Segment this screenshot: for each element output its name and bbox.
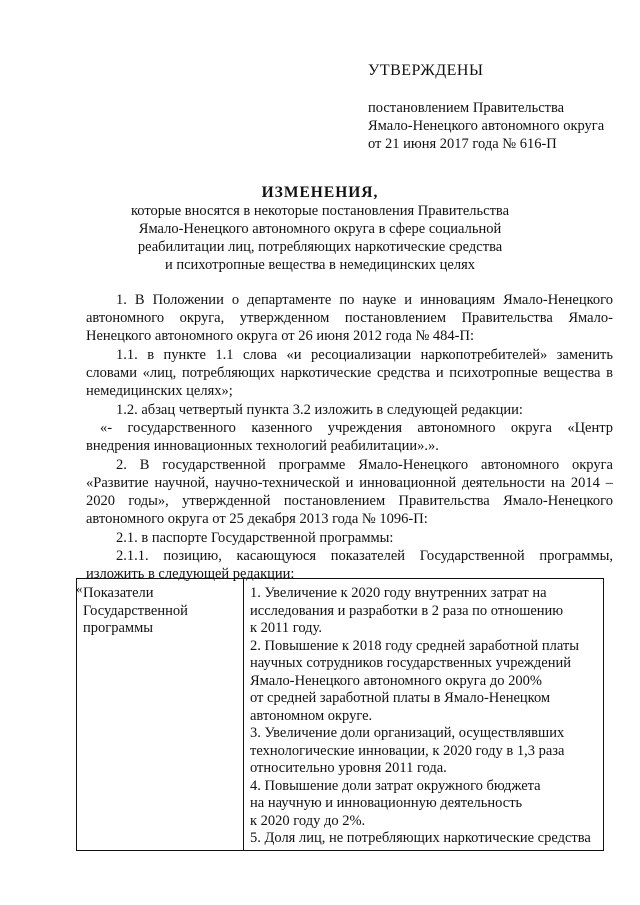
- indicator-line: исследования и разработки в 2 раза по отношению: [250, 602, 564, 619]
- open-quote-mark: «: [76, 581, 83, 596]
- paragraph-2-line-3: 2020 годы», утвержденной постановлением Правительства Ямало-Ненецкого: [86, 493, 613, 509]
- approval-line-3: от 21 июня 2017 года № 616-П: [368, 136, 557, 152]
- indicator-line: автономном округе.: [250, 707, 373, 724]
- table-right-cell: [244, 579, 604, 851]
- indicator-line: 2. Повышение к 2018 году средней заработной платы: [250, 637, 579, 654]
- indicator-line: научных сотрудников государственных учреждений: [250, 655, 571, 671]
- subtitle-line-3: реабилитации лиц, потребляющих наркотические средства: [137, 239, 503, 255]
- paragraph-1-2-quote-line-1: «- государственного казенного учреждения автономного округа «Центр: [100, 420, 613, 436]
- subtitle-line-2: Ямало-Ненецкого автономного округа в сфере социальной: [138, 221, 502, 237]
- indicator-line: относительно уровня 2011 года.: [250, 760, 447, 776]
- indicator-line: на научную и инновационную деятельность: [250, 795, 523, 811]
- paragraph-1-1-line-3: немедицинских целях»;: [86, 383, 233, 399]
- indicator-line: 3. Увеличение доли организаций, осуществлявших: [250, 725, 565, 741]
- paragraph-2-1-1-line-2: изложить в следующей редакции:: [86, 566, 295, 582]
- approval-line-2: Ямало-Ненецкого автономного округа: [368, 118, 605, 134]
- approval-title: УТВЕРЖДЕНЫ: [368, 62, 484, 79]
- table-row: [77, 579, 604, 851]
- paragraph-1-line-2: автономного округа, утвержденном постановлением Правительства Ямало-: [86, 310, 613, 326]
- subtitle-line-1: которые вносятся в некоторые постановления Правительства: [130, 203, 510, 219]
- paragraph-1-1-line-1: 1.1. в пункте 1.1 слова «и ресоциализации наркопотребителей» заменить: [116, 347, 613, 363]
- paragraph-1-line-3: Ненецкого автономного округа от 26 июня 2012 года № 484-П:: [86, 328, 475, 344]
- table-left-cell: [77, 579, 244, 851]
- document-title: ИЗМЕНЕНИЯ,: [261, 184, 379, 201]
- paragraph-2-line-4: автономного округа от 25 декабря 2013 года № 1096-П:: [86, 511, 428, 527]
- indicator-line: к 2011 году.: [250, 620, 322, 636]
- left-header-line-3: программы: [83, 620, 153, 636]
- left-header-line-1: Показатели: [83, 585, 154, 601]
- paragraph-1-line-1: 1. В Положении о департаменте по науке и инновациям Ямало-Ненецкого: [116, 292, 613, 308]
- paragraph-1-1-line-2: словами «лиц, потребляющих наркотические средства и психотропные вещества в: [86, 365, 613, 381]
- indicator-line: 5. Доля лиц, не потребляющих наркотические средства: [250, 830, 591, 846]
- left-header-line-2: Государственной: [83, 602, 188, 619]
- indicator-line: технологические инновации, к 2020 году в 1,3 раза: [250, 742, 565, 759]
- indicator-line: 1. Увеличение к 2020 году внутренних затрат на: [250, 585, 547, 601]
- paragraph-1-2: 1.2. абзац четвертый пункта 3.2 изложить в следующей редакции:: [116, 402, 523, 418]
- indicator-line: Ямало-Ненецкого автономного округа до 200%: [250, 672, 542, 689]
- paragraph-1-2-quote-line-2: внедрения инновационных технологий реабилитации».».: [86, 438, 439, 454]
- paragraph-2-line-1: 2. В государственной программе Ямало-Ненецкого автономного округа: [116, 457, 613, 473]
- paragraph-2-line-2: «Развитие научной, научно-технической и инновационной деятельности на 2014 –: [86, 475, 613, 491]
- subtitle-line-4: и психотропные вещества в немедицинских целях: [164, 257, 476, 273]
- approval-line-1: постановлением Правительства: [368, 100, 565, 116]
- indicator-line: к 2020 году до 2%.: [250, 812, 366, 829]
- indicator-line: 4. Повышение доли затрат окружного бюджета: [250, 777, 541, 794]
- paragraph-2-1: 2.1. в паспорте Государственной программы:: [116, 530, 394, 546]
- indicators-table: [76, 578, 604, 851]
- paragraph-2-1-1-line-1: 2.1.1. позицию, касающуюся показателей Государственной программы,: [116, 548, 613, 564]
- indicator-line: от средней заработной платы в Ямало-Ненецком: [250, 690, 551, 706]
